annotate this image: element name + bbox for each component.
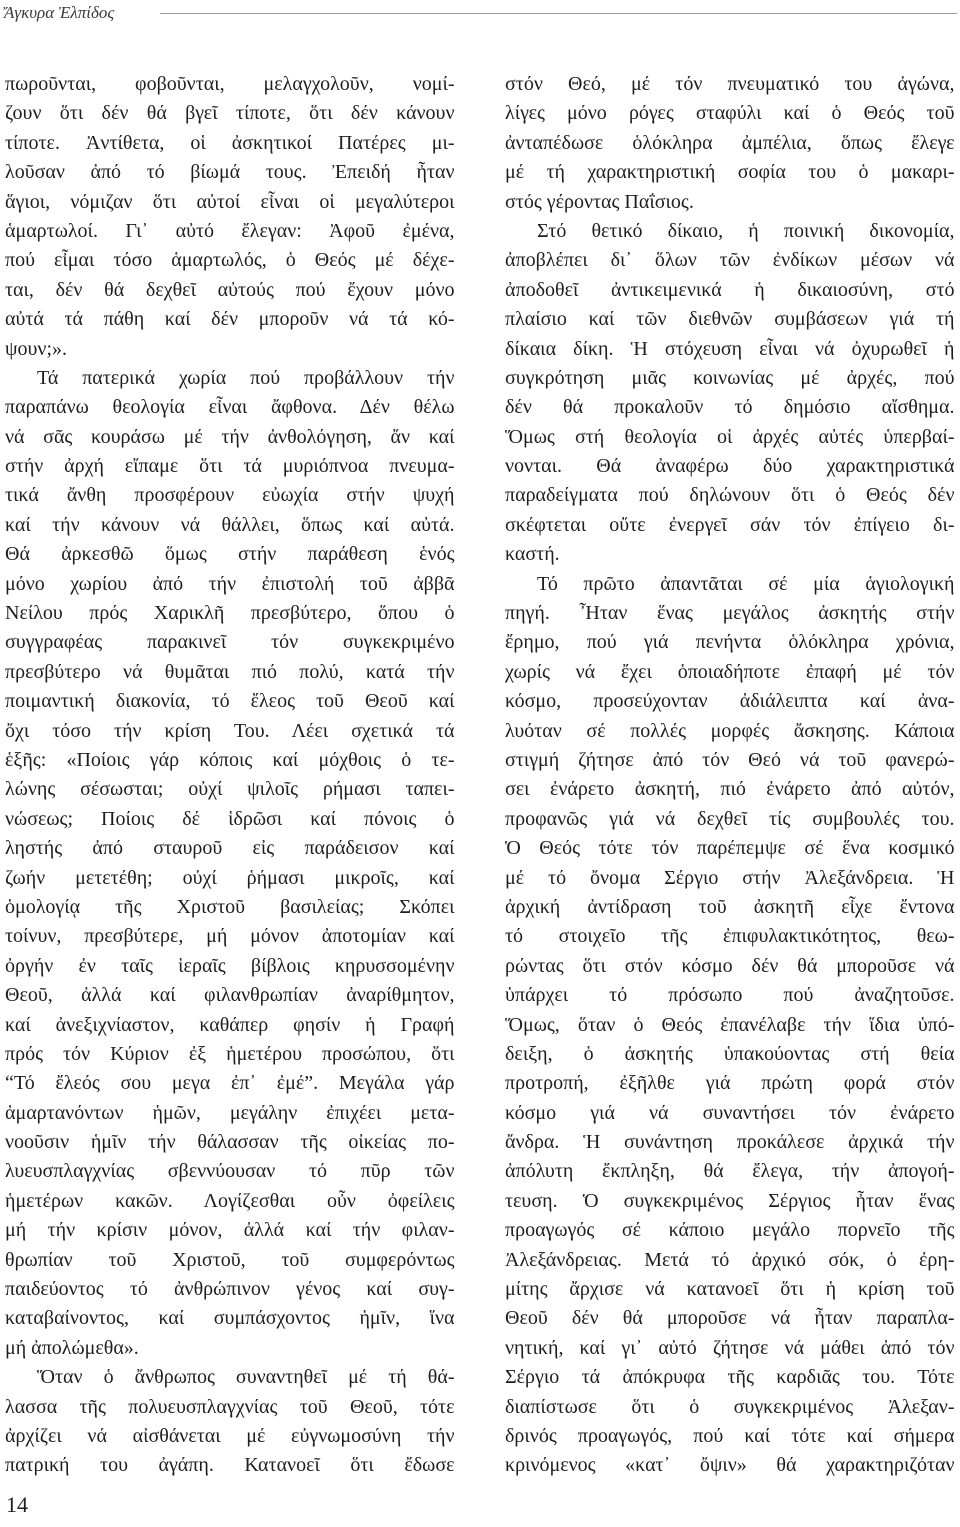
text-line: χωρίς νά ἔχει ὁποιαδήποτε ἐπαφή μέ τόν (505, 660, 955, 683)
text-line: προτροπή, ἐξῆλθε γιά πρώτη φορά στόν (505, 1072, 955, 1095)
text-line: ἀρχική ἀντίδραση τοῦ ἀσκητῆ εἶχε ἔντονα (505, 895, 955, 918)
text-line: λίγες μόνο ρόγες σταφύλι καί ὁ Θεός τοῦ (505, 102, 955, 125)
text-line: μέ τό ὄνομα Σέργιο στήν Ἀλεξάνδρεια. Ἡ (505, 866, 955, 889)
text-line: ἔρημο, πού γιά πενήντα ὁλόκληρα χρόνια, (505, 631, 955, 654)
text-line: καταβαίνοντος, καί συμπάσχοντος ἡμῖν, ἵνα (5, 1307, 455, 1330)
text-line: μέ τή χαρακτηριστική σοφία του ὁ μακαρι- (505, 161, 955, 184)
text-line: “Τό ἔλεός σου μεγα ἐπ᾽ ἐμέ”. Μεγάλα γάρ (5, 1072, 455, 1095)
text-line: προαγωγός σέ κάποιο μεγάλο πορνεῖο τῆς (505, 1219, 955, 1242)
text-line: στήν ἀρχή εἴπαμε ὅτι τά μυριόπνοα πνευμα- (5, 455, 455, 478)
text-line: ἁμαρτανόντων ἡμῶν, μεγάλην ἐπιχέει μετα- (5, 1101, 455, 1124)
running-title: Ἄγκυρα Ἐλπίδος (4, 3, 115, 22)
text-line: τίποτε. Ἀντίθετα, οἱ ἀσκητικοί Πατέρες μι- (5, 131, 455, 154)
text-line: παιδεύοντος τό ἀνθρώπινον γένος καί συγ- (5, 1278, 455, 1301)
text-line: καστή. (505, 543, 560, 566)
text-line: τευση. Ὁ συγκεκριμένος Σέργιος ἦταν ἕνας (505, 1189, 955, 1212)
text-line: πηγή. Ἦταν ἕνας μεγάλος ἀσκητής στήν (505, 602, 955, 625)
text-line: καί ἀνεξιχνίαστον, καθάπερ φησίν ἡ Γραφή (5, 1013, 455, 1036)
header-rule (160, 13, 957, 14)
text-line: καί τήν κάνουν νά θάλλει, ὅπως καί αὐτά. (5, 513, 455, 536)
paragraph (505, 217, 955, 570)
text-line: ὄχι τόσο τήν κρίση Του. Λέει σχετικά τά (5, 719, 455, 742)
text-line: Ὅμως στή θεολογία οἱ ἀρχές αὐτές ὑπερβαί- (505, 425, 955, 448)
text-line: Τά πατερικά χωρία πού προβάλλουν τήν (37, 366, 455, 389)
text-line: πρεσβύτερο νά θυμᾶται πιό πολύ, κατά τήν (5, 660, 455, 683)
text-line: μή ἀπολώμεθα». (5, 1336, 139, 1359)
text-line: στιγμή ζήτησε ἀπό τόν Θεό νά τοῦ φανερώ- (505, 748, 955, 771)
text-line: τοίνυν, πρεσβύτερε, μή μόνον ἀποτομίαν καί (5, 925, 455, 948)
text-line: ὁμολογίᾳ τῆς Χριστοῦ βασιλείας; Σκόπει (5, 895, 455, 918)
text-line: ἑξῆς: «Ποίοις γάρ κόποις καί μόχθοις ὁ τε- (5, 748, 455, 771)
text-line: ζωήν μετετέθη; οὐχί ῥήμασι μικροῖς, καί (5, 866, 455, 889)
text-line: ἁμαρτωλοί. Γι᾽ αὐτό ἔλεγαν: Ἀφοῦ ἐμένα, (5, 219, 455, 242)
text-line: Σέργιο τά ἀπόκρυφα τῆς καρδιᾶς του. Τότε (505, 1366, 955, 1389)
left-text-column (5, 70, 455, 1481)
text-line: δειξη, ὁ ἀσκητής ὑπακούοντας στή θεία (505, 1042, 955, 1065)
text-line: Στό θετικό δίκαιο, ἡ ποινική δικονομία, (537, 219, 955, 242)
text-line: νητική, καί γι᾽ αὐτό ζήτησε νά μάθει ἀπό τόν (505, 1336, 955, 1359)
paragraph (505, 70, 955, 217)
text-line: σκέφτεται οὔτε ἐνεργεῖ σάν τόν ἐπίγειο δι- (505, 513, 955, 536)
text-line: ποιμαντική διακονία, τό ἔλεος τοῦ Θεοῦ καί (5, 690, 455, 713)
text-line: παραδείγματα πού δηλώνουν ὅτι ὁ Θεός δέν (505, 484, 955, 507)
text-line: ἀποδοθεῖ ἀντικειμενικά ἡ δικαιοσύνη, στό (505, 278, 955, 301)
text-line: πωροῦνται, φοβοῦνται, μελαγχολοῦν, νομί- (5, 73, 455, 95)
text-line: θρωπίαν τοῦ Χριστοῦ, τοῦ συμφερόντως (5, 1248, 455, 1271)
paragraph (5, 70, 455, 364)
text-line: συγγραφέας παρακινεῖ τόν συγκεκριμένο (5, 631, 455, 654)
text-line: λυευσπλαγχνίας σβεννύουσαν τό πῦρ τῶν (5, 1160, 455, 1183)
text-line: νά σᾶς κουράσω μέ τήν ἀνθολόγηση, ἄν καί (5, 425, 455, 448)
text-line: ἀρχίζει νά αἰσθάνεται μέ εὐγνωμοσύνη τήν (5, 1424, 455, 1447)
right-text-column (505, 70, 955, 1481)
text-line: συγκρότηση μιᾶς κοινωνίας μέ ἀρχές, πού (505, 366, 955, 389)
text-line: νώσεως; Ποίοις δέ ἱδρῶσι καί πόνοις ὁ (5, 807, 455, 830)
text-line: κόσμο, προσεύχονταν ἀδιάλειπτα καί ἀνα- (505, 690, 955, 713)
text-line: Θεοῦ δέν θά μποροῦσε νά ἦταν παραπλα- (505, 1307, 955, 1330)
text-line: δίκαια δίκη. Ἡ στόχευση εἶναι νά ὀχυρωθεῖ ἡ (505, 337, 955, 360)
text-line: στόν Θεό, μέ τόν πνευματικό του ἀγώνα, (505, 73, 955, 95)
text-line: ρώντας ὅτι στόν κόσμο δέν θά μποροῦσε νά (505, 954, 955, 977)
text-line: Θά ἀρκεσθῶ ὅμως στήν παράθεση ἑνός (5, 543, 455, 566)
text-line: ἀπόλυτη ἔκπληξη, θά ἔλεγα, τήν ἀπογοή- (505, 1160, 955, 1183)
text-line: πατρική του ἀγάπη. Κατανοεῖ ὅτι ἔδωσε (5, 1454, 455, 1477)
text-line: μή τήν κρίσιν μόνον, ἀλλά καί τήν φιλαν- (5, 1219, 455, 1242)
text-line: ἀποβλέπει δι᾽ ὅλων τῶν ἐνδίκων μέσων νά (505, 249, 955, 272)
text-line: ζουν ὅτι δέν θά βγεῖ τίποτε, ὅτι δέν κάνουν (5, 102, 455, 125)
text-line: μόνο χωρίου ἀπό τήν ἐπιστολή τοῦ ἀββᾶ (5, 572, 455, 595)
text-line: παραπάνω θεολογία εἶναι ἄφθονα. Δέν θέλω (5, 396, 455, 419)
page-number: 14 (6, 1492, 28, 1517)
text-line: πλαίσιο καί τῶν διεθνῶν συμβάσεων γιά τή (505, 308, 955, 331)
text-line: λασσα τῆς πολυευσπλαγχνίας τοῦ Θεοῦ, τότε (5, 1395, 455, 1418)
text-line: πρός τόν Κύριον ἐξ ἡμετέρου προσώπου, ὅτι (5, 1042, 455, 1065)
text-line: αὐτά τά πάθη καί δέν μποροῦν νά τά κό- (5, 308, 455, 331)
text-line: κόσμο γιά νά συναντήσει τόν ἐνάρετο (505, 1101, 955, 1124)
text-line: σει ἐνάρετο ἀσκητή, πιό ἐνάρετο ἀπό αὐτόν, (505, 778, 955, 801)
text-line: Ὅμως, ὅταν ὁ Θεός ἐπανέλαβε τήν ἴδια ὑπό- (505, 1013, 955, 1036)
text-line: Ὁ Θεός τότε τόν παρέπεμψε σέ ἕνα κοσμικό (505, 837, 955, 860)
text-line: πού εἶμαι τόσο ἁμαρτωλός, ὁ Θεός μέ δέχε- (5, 249, 455, 272)
text-line: μίτης ἄρχισε νά κατανοεῖ ὅτι ἡ κρίση τοῦ (505, 1278, 955, 1301)
text-line: ἀνταπέδωσε ὁλόκληρα ἀμπέλια, ὅπως ἔλεγε (505, 131, 955, 154)
text-line: τικά ἄνθη προσφέρουν εὐωχία στήν ψυχή (5, 484, 455, 507)
text-line: ὑπάρχει τό πρόσωπο πού ἀναζητοῦσε. (505, 984, 955, 1007)
text-line: νονται. Θά ἀναφέρω δύο χαρακτηριστικά (505, 455, 955, 478)
text-line: Νείλου πρός Χαρικλῆ πρεσβύτερο, ὅπου ὁ (5, 602, 455, 625)
text-line: κρινόμενος «κατ᾽ ὄψιν» θά χαρακτηριζόταν (505, 1454, 955, 1477)
running-header (0, 0, 960, 28)
text-line: ἄνδρα. Ἡ συνάντηση προκάλεσε ἀρχικά τήν (505, 1131, 955, 1154)
text-line: δέν θά προκαλοῦν τό δημόσιο αἴσθημα. (505, 396, 955, 419)
paragraph (5, 364, 455, 1363)
text-line: προφανῶς γιά νά δεχθεῖ τίς συμβουλές του. (505, 807, 955, 830)
text-line: τό στοιχεῖο τῆς ἐπιφυλακτικότητος, θεω- (505, 925, 955, 948)
text-line: δρινός προαγωγός, πού καί τότε καί σήμερα (505, 1424, 955, 1447)
paragraph (505, 570, 955, 1481)
text-line: ψουν;». (5, 337, 68, 360)
paragraph (5, 1363, 455, 1481)
text-line: ἡμετέρων κακῶν. Λογίζεσθαι οὖν ὀφείλεις (5, 1189, 455, 1212)
text-line: νοοῦσιν ἡμῖν τήν θάλασσαν τῆς οἰκείας πο- (5, 1131, 455, 1154)
text-line: διαπίστωσε ὅτι ὁ συγκεκριμένος Ἀλεξαν- (505, 1395, 955, 1418)
text-line: ται, δέν θά δεχθεῖ αὐτούς πού ἔχουν μόνο (5, 278, 455, 301)
text-line: λυόταν σέ πολλές μορφές ἄσκησης. Κάποια (505, 719, 955, 742)
text-line: στός γέροντας Παΐσιος. (505, 190, 694, 213)
text-line: ληστής ἀπό σταυροῦ εἰς παράδεισον καί (5, 837, 455, 860)
text-line: Ὅταν ὁ ἄνθρωπος συναντηθεῖ μέ τή θά- (37, 1366, 455, 1389)
text-line: λώνης σέσωσται; οὐχί ψιλοῖς ρήμασι ταπει- (5, 778, 455, 801)
text-line: ὀργήν ἐν ταῖς ἱεραῖς βίβλοις κηρυσσομένην (5, 954, 455, 977)
text-line: Θεοῦ, ἀλλά καί φιλανθρωπίαν ἀναρίθμητον, (5, 984, 455, 1007)
text-line: λοῦσαν ἀπό τό βίωμά τους. Ἐπειδή ἦταν (5, 161, 455, 184)
text-line: ἅγιοι, νόμιζαν ὅτι αὐτοί εἶναι οἱ μεγαλύτεροι (5, 190, 455, 213)
text-line: Τό πρῶτο ἀπαντᾶται σέ μία ἁγιολογική (537, 572, 955, 595)
text-line: Ἀλεξάνδρειας. Μετά τό ἀρχικό σόκ, ὁ ἐρη- (505, 1248, 955, 1271)
